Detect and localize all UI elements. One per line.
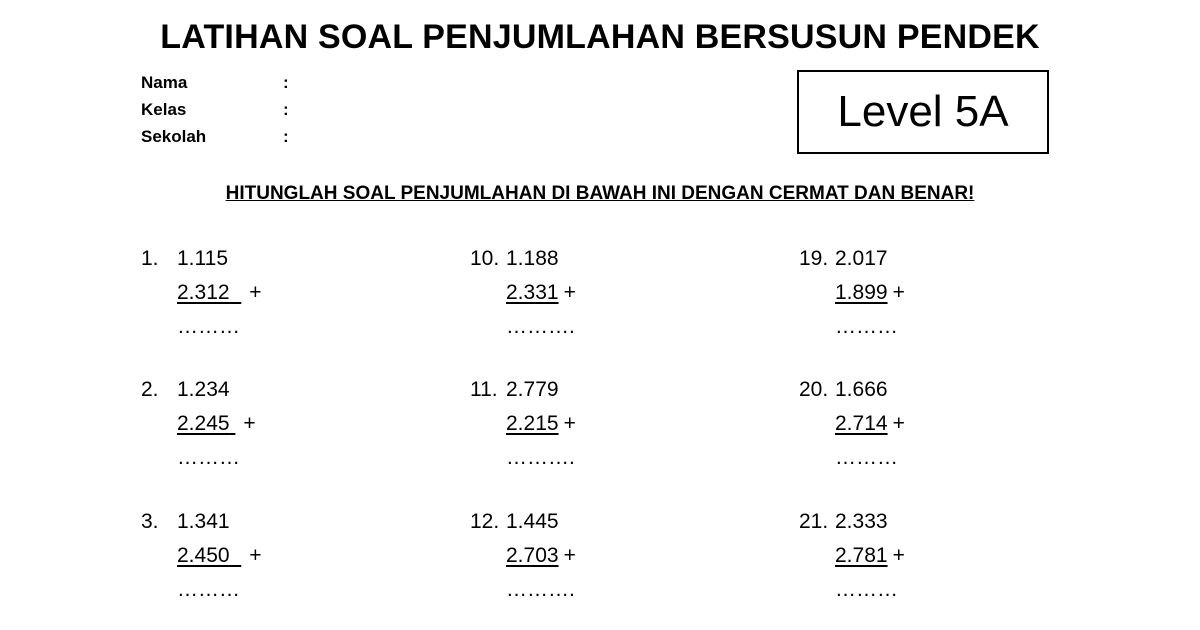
problem-19	[799, 246, 1099, 348]
answer-blank: ……….	[506, 315, 575, 338]
info-row-name	[141, 72, 289, 99]
problem-10	[470, 246, 770, 348]
answer-blank: ………	[177, 315, 240, 338]
plus-sign: +	[563, 544, 576, 567]
answer-blank: ……….	[506, 446, 575, 469]
class-label: Kelas	[141, 100, 187, 119]
addend-1: 1.341	[177, 510, 230, 533]
plus-sign: +	[243, 412, 256, 435]
problem-number: 12.	[470, 510, 500, 533]
addend-1: 1.115	[177, 247, 228, 270]
addend-1: 2.333	[835, 510, 888, 533]
info-row-school	[141, 126, 289, 153]
addend-2: 2.714	[835, 412, 888, 435]
problem-number: 3.	[141, 510, 159, 533]
addend-1: 1.666	[835, 378, 888, 401]
problems-grid	[0, 246, 1200, 626]
problem-number: 10.	[470, 247, 500, 270]
plus-sign: +	[892, 281, 905, 304]
addend-2: 2.245	[177, 412, 230, 435]
problem-12	[470, 509, 770, 611]
problem-number: 19.	[799, 247, 829, 270]
plus-sign: +	[249, 281, 262, 304]
problem-21	[799, 509, 1099, 611]
addend-2: 1.899	[835, 281, 888, 304]
school-label: Sekolah	[141, 127, 207, 146]
plus-sign: +	[563, 281, 576, 304]
name-colon: :	[283, 73, 289, 92]
school-colon: :	[283, 127, 289, 146]
page-title: LATIHAN SOAL PENJUMLAHAN BERSUSUN PENDEK	[160, 18, 1040, 56]
addend-1: 1.188	[506, 247, 559, 270]
problem-3	[141, 509, 441, 611]
student-info	[141, 72, 289, 153]
addend-2: 2.703	[506, 544, 559, 567]
problem-2	[141, 377, 441, 479]
answer-blank: ……….	[506, 578, 575, 601]
addend-1: 1.445	[506, 510, 559, 533]
name-label: Nama	[141, 73, 188, 92]
answer-blank: ………	[177, 446, 240, 469]
plus-sign: +	[892, 544, 905, 567]
answer-blank: ………	[835, 446, 898, 469]
problem-number: 21.	[799, 510, 829, 533]
plus-sign: +	[249, 544, 262, 567]
problem-11	[470, 377, 770, 479]
addend-2: 2.331	[506, 281, 559, 304]
problem-number: 2.	[141, 378, 159, 401]
addend-1: 2.779	[506, 378, 559, 401]
plus-sign: +	[563, 412, 576, 435]
problem-number: 11.	[470, 378, 498, 401]
problem-20	[799, 377, 1099, 479]
answer-blank: ………	[835, 315, 898, 338]
addend-2: 2.781	[835, 544, 888, 567]
addend-1: 1.234	[177, 378, 230, 401]
addend-2: 2.450	[177, 544, 230, 567]
addend-2: 2.215	[506, 412, 559, 435]
info-row-class	[141, 99, 289, 126]
problem-number: 1.	[141, 247, 159, 270]
instruction: HITUNGLAH SOAL PENJUMLAHAN DI BAWAH INI DENGAN CERMAT DAN BENAR!	[225, 183, 975, 204]
class-colon: :	[283, 100, 289, 119]
plus-sign: +	[892, 412, 905, 435]
answer-blank: ………	[835, 578, 898, 601]
problem-1	[141, 246, 441, 348]
answer-blank: ………	[177, 578, 240, 601]
addend-1: 2.017	[835, 247, 888, 270]
problem-number: 20.	[799, 378, 829, 401]
level-box: Level 5A	[797, 70, 1049, 154]
addend-2: 2.312	[177, 281, 230, 304]
